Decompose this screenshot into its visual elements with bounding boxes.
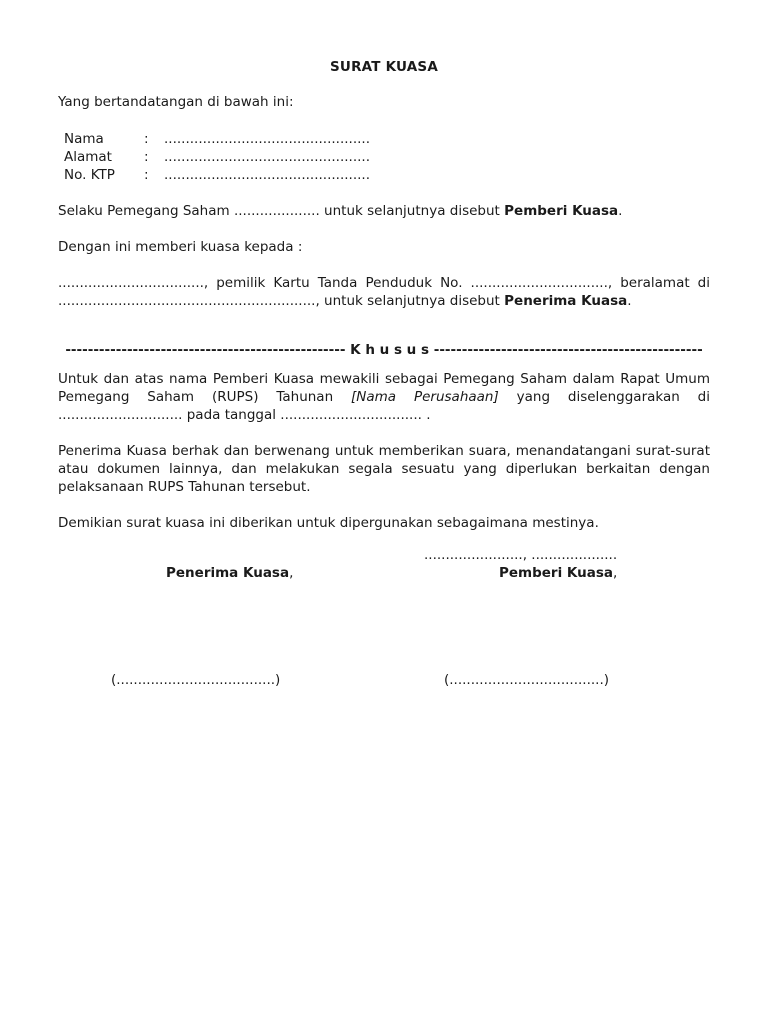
selaku-text: Selaku Pemegang Saham .................... untuk selanjutnya disebut (58, 203, 505, 219)
field-colon: : (144, 131, 149, 147)
comma: , (613, 565, 618, 581)
berhak-paragraph: Penerima Kuasa berhak dan berwenang untuk memberikan suara, menandatangani surat-surat atau dokumen lainnya, dan melakukan segala sesuatu yang diperlukan berkaitan dengan pelaksanaan RUPS Tahunan tersebut. (58, 443, 710, 495)
penerima-paragraph (58, 274, 710, 310)
pemberi-kuasa-term: Pemberi Kuasa (504, 203, 619, 219)
pemberi-signature-line: (....................................) (444, 672, 610, 688)
untuk-text-b: yang diselenggarakan di ............................. pada tanggal ................................. . (58, 389, 711, 423)
field-label: Alamat (64, 149, 112, 165)
intro-text: Yang bertandatangan di bawah ini: (58, 94, 294, 110)
field-label: No. KTP (64, 167, 115, 183)
khusus-divider: -------------------------------------------------- K h u s u s ------------------------------------------------ (65, 342, 703, 358)
untuk-paragraph (58, 370, 710, 424)
dengan-text: Dengan ini memberi kuasa kepada : (58, 239, 303, 255)
period: . (618, 203, 623, 219)
field-colon: : (144, 167, 149, 183)
field-row-alamat (64, 148, 370, 166)
penerima-kuasa-term: Penerima Kuasa (504, 293, 628, 309)
place-date-line: ......................., .................... (424, 547, 618, 563)
company-placeholder: [Nama Perusahaan] (351, 389, 499, 405)
penerima-label-text: Penerima Kuasa (166, 565, 290, 581)
field-row-ktp (64, 166, 370, 184)
demikian-text: Demikian surat kuasa ini diberikan untuk dipergunakan sebagaimana mestinya. (58, 515, 599, 531)
penerima-signature-label (166, 564, 293, 582)
selaku-paragraph (58, 202, 710, 220)
field-row-nama (64, 130, 370, 148)
identity-fields (64, 130, 370, 184)
field-colon: : (144, 149, 149, 165)
comma: , (289, 565, 294, 581)
letter-page (58, 0, 710, 1024)
penerima-signature-line: (.....................................) (111, 672, 281, 688)
pemberi-signature-label (499, 564, 617, 582)
field-blank: ................................................ (164, 149, 370, 165)
penerima-text: .................................., pemilik Kartu Tanda Penduduk No. ................................, beralamat di ............................................................, untuk selanjutnya disebut (58, 275, 710, 309)
period: . (627, 293, 632, 309)
document-title: SURAT KUASA (330, 59, 438, 75)
field-blank: ................................................ (164, 131, 370, 147)
pemberi-label-text: Pemberi Kuasa (499, 565, 614, 581)
field-blank: ................................................ (164, 167, 370, 183)
field-label: Nama (64, 131, 104, 147)
untuk-text-a: Untuk dan atas nama Pemberi Kuasa mewakili sebagai Pemegang Saham dalam Rapat Umum Pemegang Saham (RUPS) Tahunan (58, 371, 710, 405)
